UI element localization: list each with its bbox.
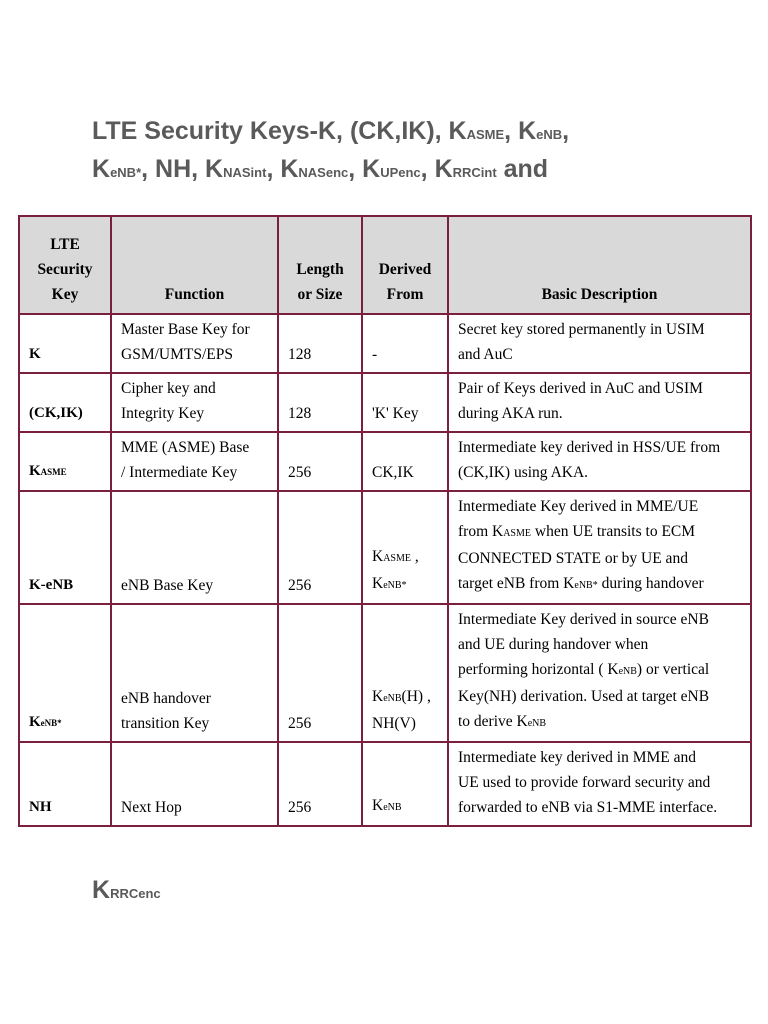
description-cell: Intermediate Key derived in MME/UE from KASME when UE transits to ECM CONNECTED STATE or by UE and target eNB from KeNB* during handover <box>448 491 751 604</box>
function-cell: Cipher key and Integrity Key <box>111 373 278 432</box>
length-cell: 256 <box>278 432 362 491</box>
table-row-nh <box>19 742 751 826</box>
header-description: Basic Description <box>448 216 751 314</box>
length-cell: 256 <box>278 604 362 742</box>
key-cell: KeNB* <box>19 604 111 742</box>
length-cell: 128 <box>278 314 362 373</box>
derived-cell: KASME , KeNB* <box>362 491 448 604</box>
derived-cell: 'K' Key <box>362 373 448 432</box>
derived-cell: KeNB(H) , NH(V) <box>362 604 448 742</box>
table-row-ck-ik <box>19 373 751 432</box>
description-cell: Intermediate key derived in HSS/UE from (CK,IK) using AKA. <box>448 432 751 491</box>
key-cell: K <box>19 314 111 373</box>
table-row-kasme <box>19 432 751 491</box>
function-cell: eNB Base Key <box>111 491 278 604</box>
description-cell: Intermediate Key derived in source eNB and UE during handover when performing horizontal ( KeNB) or vertical Key(NH) derivation. Used at target eNB to derive KeNB <box>448 604 751 742</box>
function-cell: Next Hop <box>111 742 278 826</box>
key-cell: (CK,IK) <box>19 373 111 432</box>
length-cell: 256 <box>278 491 362 604</box>
title-continued: KRRCenc <box>92 876 161 904</box>
length-cell: 128 <box>278 373 362 432</box>
derived-cell: - <box>362 314 448 373</box>
document-title: LTE Security Keys-K, (CK,IK), KASME, KeNB, KeNB*, NH, KNASint, KNASenc, KUPenc, KRRCint and <box>92 117 570 183</box>
header-length: Length or Size <box>278 216 362 314</box>
description-cell: Secret key stored permanently in USIM and AuC <box>448 314 751 373</box>
header-derived-from: Derived From <box>362 216 448 314</box>
security-keys-table <box>18 215 752 827</box>
key-cell: K-eNB <box>19 491 111 604</box>
description-cell: Intermediate key derived in MME and UE used to provide forward security and forwarded to eNB via S1-MME interface. <box>448 742 751 826</box>
table-row-k <box>19 314 751 373</box>
key-cell: KASME <box>19 432 111 491</box>
table-row-kenb-star <box>19 604 751 742</box>
table-row-k-enb <box>19 491 751 604</box>
derived-cell: CK,IK <box>362 432 448 491</box>
function-cell: Master Base Key for GSM/UMTS/EPS <box>111 314 278 373</box>
function-cell: MME (ASME) Base / Intermediate Key <box>111 432 278 491</box>
length-cell: 256 <box>278 742 362 826</box>
function-cell: eNB handover transition Key <box>111 604 278 742</box>
header-key: LTE Security Key <box>19 216 111 314</box>
key-cell: NH <box>19 742 111 826</box>
header-function: Function <box>111 216 278 314</box>
derived-cell: KeNB <box>362 742 448 826</box>
description-cell: Pair of Keys derived in AuC and USIM during AKA run. <box>448 373 751 432</box>
table-header-row <box>19 216 751 314</box>
